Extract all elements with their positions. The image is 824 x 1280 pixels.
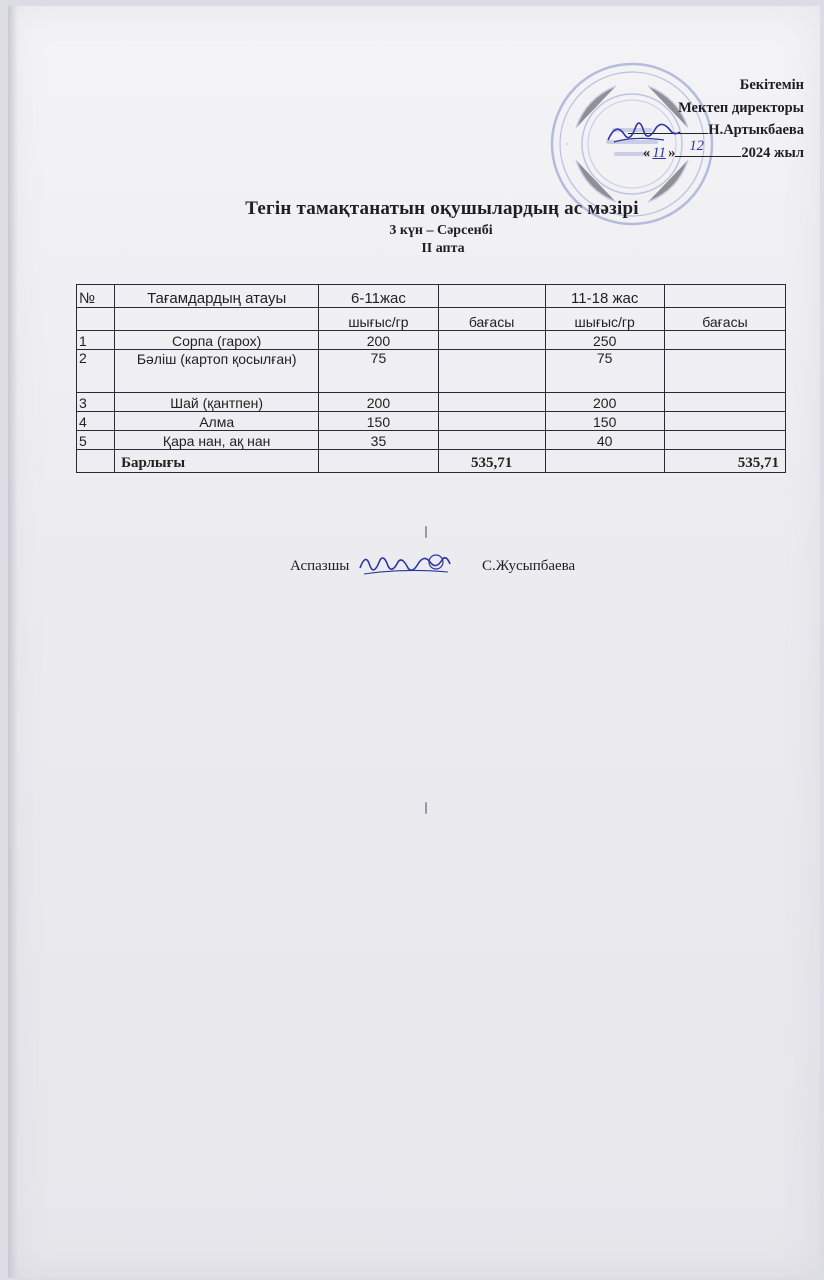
row-price1 — [438, 412, 545, 431]
cook-label: Аспазшы — [290, 558, 350, 574]
row-price1 — [438, 431, 545, 450]
table-header-row — [77, 285, 786, 308]
header-name: Тағамдардың атауы — [115, 285, 319, 308]
total-empty-num — [77, 450, 115, 473]
paper-mark — [425, 526, 427, 538]
page-edge-shadow — [8, 6, 18, 1278]
row-num: 4 — [77, 412, 115, 431]
row-name: Бәліш (картоп қосылған) — [115, 350, 319, 393]
date-close-quote: » — [668, 144, 676, 161]
row-price1 — [438, 331, 545, 350]
director-signature — [604, 112, 684, 152]
table-row — [77, 331, 786, 350]
approval-position: Мектеп директоры — [678, 99, 804, 116]
row-name: Сорпа (гарох) — [115, 331, 319, 350]
row-price1 — [438, 350, 545, 393]
date-year: 2024 жыл — [741, 144, 804, 161]
header-num: № — [77, 285, 115, 308]
row-qty1: 75 — [319, 350, 438, 393]
table-subheader-row — [77, 308, 786, 331]
row-qty2: 75 — [545, 350, 664, 393]
subheader-empty-name — [115, 308, 319, 331]
menu-table — [76, 284, 786, 473]
total-price2: 535,71 — [664, 450, 785, 473]
total-price1: 535,71 — [438, 450, 545, 473]
approval-name: Н.Артыкбаева — [708, 122, 804, 138]
subheader-empty-num — [77, 308, 115, 331]
row-price2 — [664, 412, 785, 431]
table-row — [77, 431, 786, 450]
row-num: 1 — [77, 331, 115, 350]
cook-name: С.Жусыпбаева — [482, 558, 576, 574]
row-name: Қара нан, ақ нан — [115, 431, 319, 450]
header-empty-2 — [664, 285, 785, 308]
row-qty1: 150 — [319, 412, 438, 431]
document-subtitle: 3 күн – Сәрсенбі — [389, 223, 493, 238]
row-qty1: 35 — [319, 431, 438, 450]
table-row — [77, 350, 786, 393]
subheader-price2: бағасы — [664, 308, 785, 331]
paper-mark — [425, 802, 427, 814]
row-qty2: 40 — [545, 431, 664, 450]
row-price1 — [438, 393, 545, 412]
document-week: ІІ апта — [421, 241, 465, 256]
row-qty1: 200 — [319, 393, 438, 412]
date-open-quote: « — [642, 144, 651, 161]
total-empty-qty2 — [545, 450, 664, 473]
header-empty-1 — [438, 285, 545, 308]
total-label: Барлығы — [115, 450, 319, 473]
row-price2 — [664, 431, 785, 450]
document-title: Тегін тамақтанатын оқушылардың ас мәзірі — [245, 198, 639, 219]
row-qty1: 200 — [319, 331, 438, 350]
row-num: 3 — [77, 393, 115, 412]
row-name: Алма — [115, 412, 319, 431]
total-empty-qty1 — [319, 450, 438, 473]
row-num: 2 — [77, 350, 115, 393]
subheader-price1: бағасы — [438, 308, 545, 331]
subheader-qty2: шығыс/гр — [545, 308, 664, 331]
row-price2 — [664, 350, 785, 393]
approval-title: Бекітемін — [739, 77, 804, 93]
header-group1: 6-11жас — [319, 285, 438, 308]
row-price2 — [664, 393, 785, 412]
subheader-qty1: шығыс/гр — [319, 308, 438, 331]
table-row — [77, 393, 786, 412]
header-group2: 11-18 жас — [545, 285, 664, 308]
date-day: 11 — [652, 144, 666, 161]
date-month: 12 — [689, 138, 704, 154]
row-num: 5 — [77, 431, 115, 450]
row-qty2: 150 — [545, 412, 664, 431]
row-qty2: 250 — [545, 331, 664, 350]
table-row — [77, 412, 786, 431]
table-total-row — [77, 450, 786, 473]
row-name: Шай (қантпен) — [115, 393, 319, 412]
document-header — [0, 198, 824, 257]
row-price2 — [664, 331, 785, 350]
row-qty2: 200 — [545, 393, 664, 412]
cook-signature — [356, 546, 456, 582]
